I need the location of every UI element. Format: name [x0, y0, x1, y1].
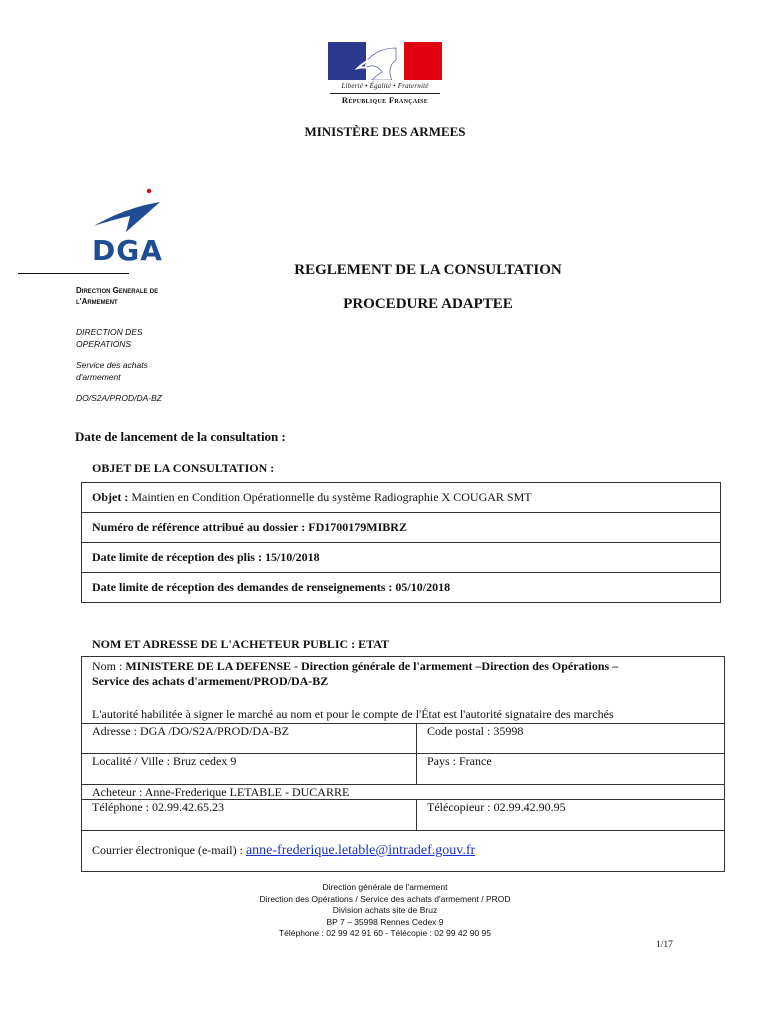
table-row: [82, 785, 725, 800]
dga-logo-text: DGA: [92, 234, 163, 267]
sidebar-ref: DO/S2A/PROD/DA-BZ: [76, 393, 162, 403]
ministere-title: MINISTÈRE DES ARMEES: [304, 124, 466, 139]
table-row: [82, 800, 725, 831]
document-title: REGLEMENT DE LA CONSULTATION: [294, 262, 562, 278]
footer: [0, 882, 770, 940]
courrier-cell: [82, 831, 725, 872]
marianne-profile-icon: [348, 46, 408, 80]
objet-heading: OBJET DE LA CONSULTATION :: [92, 461, 275, 475]
table-row: [82, 724, 725, 754]
dga-logo: [86, 186, 176, 270]
objet-label: Objet :: [92, 490, 129, 504]
table-row: [82, 754, 725, 785]
localite-cell: Localité / Ville : Bruz cedex 9: [82, 754, 417, 785]
date-renseignements-cell: Date limite de réception des demandes de renseignements : 05/10/2018: [82, 573, 721, 603]
sidebar-direction-line1: DIRECTION DES: [76, 327, 143, 337]
sidebar-service: [76, 359, 148, 383]
divider: [18, 273, 129, 274]
adresse-cell: Adresse : DGA /DO/S2A/PROD/DA-BZ: [82, 724, 417, 754]
table-row: [82, 513, 721, 543]
date-lancement-label: Date de lancement de la consultation :: [75, 429, 286, 444]
footer-line4: BP 7 – 35998 Rennes Cedex 9: [326, 916, 444, 927]
objet-value: Maintien en Condition Opérationnelle du système Radiographie X COUGAR SMT: [128, 490, 532, 504]
objet-cell: [82, 483, 721, 513]
nom-value-line1: MINISTERE DE LA DEFENSE - Direction générale de l'armement –Direction des Opérations –: [125, 659, 619, 673]
footer-line3: Division achats site de Bruz: [332, 905, 438, 916]
courrier-label: Courrier électronique (e-mail) :: [92, 843, 246, 857]
table-row: [82, 483, 721, 513]
marianne-logo: [328, 42, 442, 108]
sidebar-direction: [76, 326, 143, 350]
nom-label: Nom :: [92, 659, 126, 673]
dga-swoosh-icon: [86, 186, 176, 236]
republique-francaise-text: République Française: [341, 95, 429, 105]
table-row: [82, 543, 721, 573]
motto-text: Liberté • Égalité • Fraternité: [341, 82, 429, 90]
document-subtitle: PROCEDURE ADAPTEE: [343, 296, 513, 312]
sidebar-dga: [76, 285, 158, 307]
table-row: [82, 573, 721, 603]
sidebar-direction-line2: OPERATIONS: [76, 339, 132, 349]
autorite-text: L'autorité habilitée à signer le marché au nom et pour le compte de l'État est l'autorité signataire des marchés: [92, 707, 614, 721]
sidebar-service-line2: d'armement: [76, 372, 121, 382]
footer-line1: Direction générale de l'armement: [322, 882, 448, 892]
code-postal-cell: Code postal : 35998: [417, 724, 725, 754]
sidebar-dga-line2: l'Armement: [76, 297, 118, 306]
email-link[interactable]: anne-frederique.letable@intradef.gouv.fr: [245, 843, 476, 858]
sidebar-dga-line1: Direction Generale de: [76, 286, 159, 295]
acheteur-table: [81, 656, 725, 872]
telecopieur-cell: Télécopieur : 02.99.42.90.95: [417, 800, 725, 831]
sidebar-service-line1: Service des achats: [76, 360, 148, 370]
footer-line5: Téléphone : 02 99 42 91 60 - Télécopie : 02 99 42 90 95: [278, 928, 492, 939]
objet-table: [81, 482, 721, 603]
telephone-cell: Téléphone : 02.99.42.65.23: [82, 800, 417, 831]
date-plis-cell: Date limite de réception des plis : 15/10/2018: [82, 543, 721, 573]
table-row: [82, 657, 725, 724]
acheteur-heading: NOM ET ADRESSE DE L'ACHETEUR PUBLIC : ETAT: [92, 637, 390, 651]
footer-line2: Direction des Opérations / Service des achats d'armement / PROD: [259, 893, 511, 904]
pays-cell: Pays : France: [417, 754, 725, 785]
nom-value-line2: Service des achats d'armement/PROD/DA-BZ: [92, 674, 329, 688]
table-row: [82, 831, 725, 872]
nom-cell: [82, 657, 725, 724]
acheteur-cell: Acheteur : Anne-Frederique LETABLE - DUCARRE: [82, 785, 725, 800]
page-number: 1/17: [656, 940, 673, 950]
reference-cell: Numéro de référence attribué au dossier : FD1700179MIBRZ: [82, 513, 721, 543]
